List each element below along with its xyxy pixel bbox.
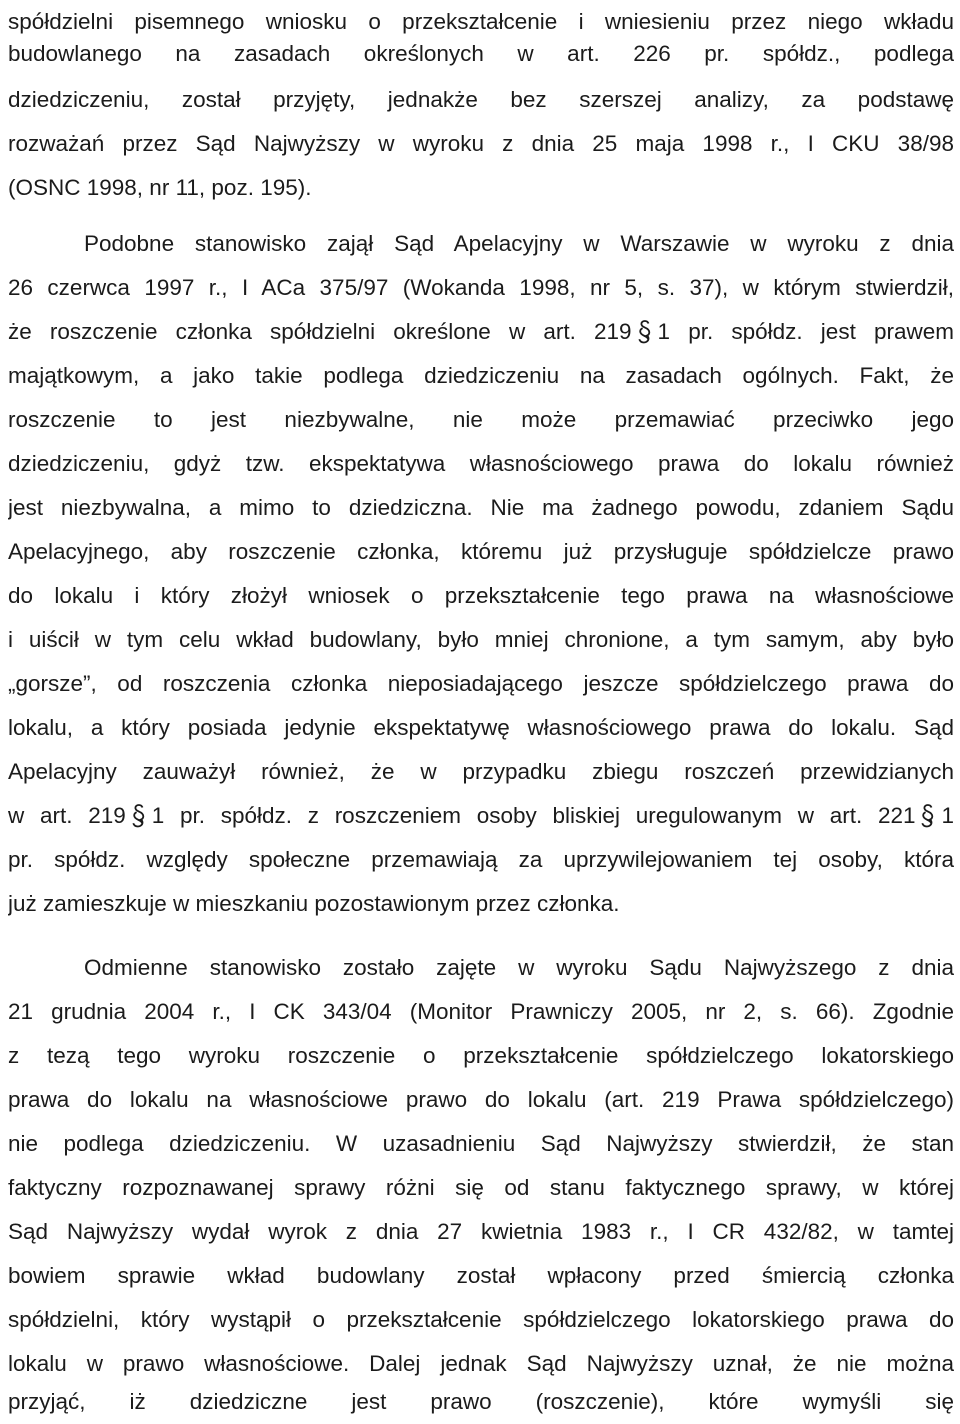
text-line: faktyczny rozpoznawanej sprawy różni się od stanu faktycznego sprawy, w której [8, 1175, 954, 1200]
text-line: jest niezbywalna, a mimo to dziedziczna. Nie ma żadnego powodu, zdaniem Sądu [8, 495, 954, 520]
text-segment: 1 [941, 803, 954, 828]
text-line: budowlanego na zasadach określonych w art. 226 pr. spółdz., podlega [8, 41, 954, 66]
text-segment: 1 pr. spółdz. jest prawem [657, 319, 954, 344]
text-line: pr. spółdz. względy społeczne przemawiają za uprzywilejowaniem tej osoby, która [8, 847, 954, 872]
text-segment: 1 pr. spółdz. z roszczeniem osoby bliskiej uregulowanym w art. 221 [151, 803, 916, 828]
text-line: lokalu w prawo własnościowe. Dalej jednak Sąd Najwyższy uznał, że nie można [8, 1351, 954, 1376]
text-line: z tezą tego wyroku roszczenie o przekształcenie spółdzielczego lokatorskiego [8, 1043, 954, 1068]
section-sign-icon [919, 801, 937, 831]
text-line: Sąd Najwyższy wydał wyrok z dnia 27 kwietnia 1983 r., I CR 432/82, w tamtej [8, 1219, 954, 1244]
text-line: spółdzielni pisemnego wniosku o przekształcenie i wniesieniu przez niego wkładu [8, 9, 954, 34]
text-line: do lokalu i który złożył wniosek o przekształcenie tego prawa na własnościowe [8, 583, 954, 608]
text-line: bowiem sprawie wkład budowlany został wpłacony przed śmiercią członka [8, 1263, 954, 1288]
text-line: „gorsze”, od roszczenia członka nieposiadającego jeszcze spółdzielczego prawa do [8, 671, 954, 696]
text-line: dziedziczeniu, gdyż tzw. ekspektatywa własnościowego prawa do lokalu również [8, 451, 954, 476]
text-line: przyjąć, iż dziedziczne jest prawo (roszczenie), które wymyśli się [8, 1389, 954, 1414]
text-line: Podobne stanowisko zajął Sąd Apelacyjny w Warszawie w wyroku z dnia [84, 231, 954, 256]
text-segment: że roszczenie członka spółdzielni określone w art. 219 [8, 319, 632, 344]
text-line: Apelacyjnego, aby roszczenie członka, któremu już przysługuje spółdzielcze prawo [8, 539, 954, 564]
text-line: 21 grudnia 2004 r., I CK 343/04 (Monitor Prawniczy 2005, nr 2, s. 66). Zgodnie [8, 999, 954, 1024]
text-line: 26 czerwca 1997 r., I ACa 375/97 (Wokanda 1998, nr 5, s. 37), w którym stwierdził, [8, 275, 954, 300]
text-line: spółdzielni, który wystąpił o przekształcenie spółdzielczego lokatorskiego prawa do [8, 1307, 954, 1332]
text-line: już zamieszkuje w mieszkaniu pozostawionym przez członka. [8, 891, 620, 916]
text-line: lokalu, a który posiada jedynie ekspektatywę własnościowego prawa do lokalu. Sąd [8, 715, 954, 740]
text-line: roszczenie to jest niezbywalne, nie może przemawiać przeciwko jego [8, 407, 954, 432]
text-line-with-section-sign [8, 310, 954, 354]
text-line: nie podlega dziedziczeniu. W uzasadnieniu Sąd Najwyższy stwierdził, że stan [8, 1131, 954, 1156]
text-line: rozważań przez Sąd Najwyższy w wyroku z dnia 25 maja 1998 r., I CKU 38/98 [8, 131, 954, 156]
text-line: (OSNC 1998, nr 11, poz. 195). [8, 175, 312, 200]
section-sign-icon [636, 317, 654, 347]
text-line: Odmienne stanowisko zostało zajęte w wyroku Sądu Najwyższego z dnia [84, 955, 954, 980]
text-line: i uiścił w tym celu wkład budowlany, było mniej chronione, a tym samym, aby było [8, 627, 954, 652]
text-line-with-section-sign [8, 794, 954, 838]
section-sign-icon [130, 801, 148, 831]
text-line: dziedziczeniu, został przyjęty, jednakże bez szerszej analizy, za podstawę [8, 87, 954, 112]
text-line: prawa do lokalu na własnościowe prawo do lokalu (art. 219 Prawa spółdzielczego) [8, 1087, 954, 1112]
text-segment: w art. 219 [8, 803, 126, 828]
text-line: Apelacyjny zauważył również, że w przypadku zbiegu roszczeń przewidzianych [8, 759, 954, 784]
document-page [8, 0, 954, 1424]
text-line: majątkowym, a jako takie podlega dziedziczeniu na zasadach ogólnych. Fakt, że [8, 363, 954, 388]
